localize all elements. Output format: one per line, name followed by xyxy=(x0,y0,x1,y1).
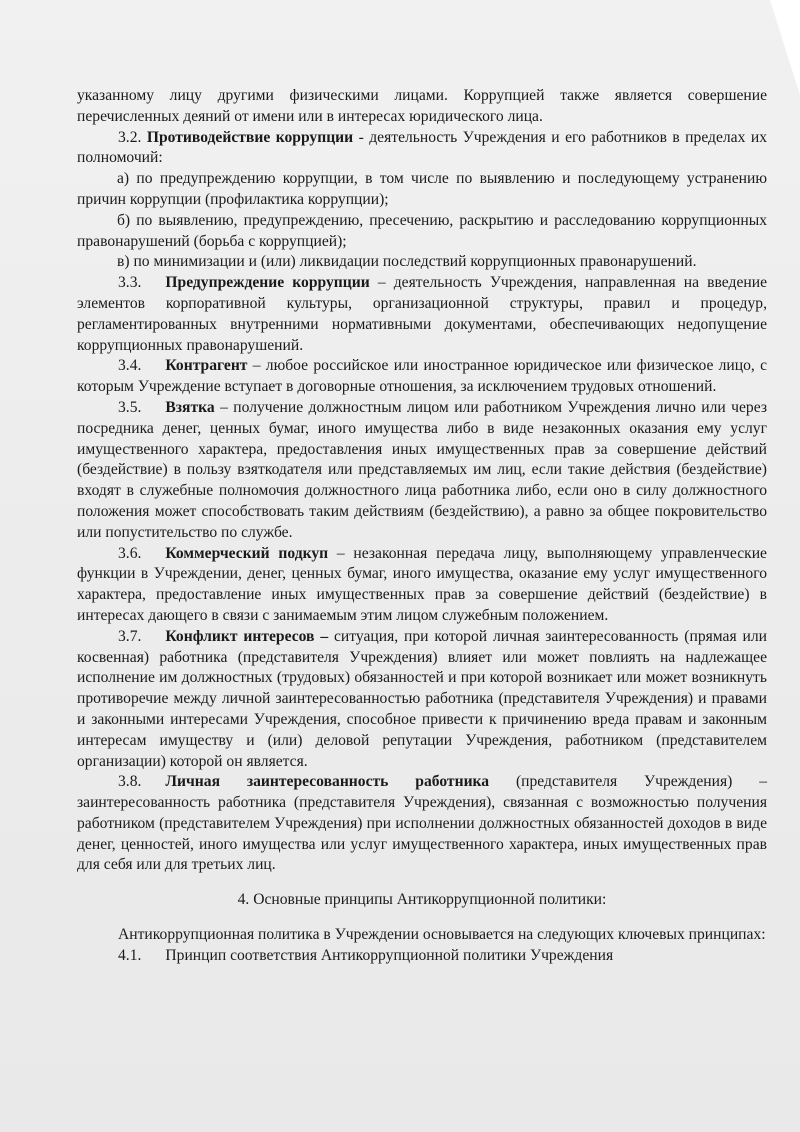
clause-3-7 xyxy=(77,627,767,773)
paragraph-intro: указанному лицу другими физическими лицами. Коррупцией также является совершение перечисленных деяний от имени или в интересах юридического лица. xyxy=(77,87,767,125)
clause-text: Принцип соответствия Антикоррупционной политики Учреждения xyxy=(165,946,614,964)
list-item-c: в) по минимизации и (или) ликвидации последствий коррупционных правонарушений. xyxy=(117,253,697,271)
clause-number: 3.7. xyxy=(118,627,142,645)
list-item-a: а) по предупреждению коррупции, в том числе по выявлению и последующему устранению причин коррупции (профилактика коррупции); xyxy=(77,170,767,208)
clause-text: ситуация, при которой личная заинтересованность (прямая или косвенная) работника (представителя Учреждения) влияет или может повлиять на надлежащее исполнение им должностных (трудовых) обязанностей и при которой возникает или может возникнуть противоречие между личной заинтересованностью работника (представителя Учреждения) и правами и законными интересами Учреждения, способное привести к причинению вреда правам и законным интересам имуществу и (или) деловой репутации Учреждения, работником (представителем организации) которой он является. xyxy=(77,627,767,770)
clause-number: 3.2. xyxy=(118,128,142,146)
clause-term: Конфликт интересов – xyxy=(165,627,329,645)
clause-text: - деятельность Учреждения и его работников в пределах их полномочий: xyxy=(77,128,767,167)
clause-text: – получение должностным лицом или работником Учреждения лично или через посредника денег, ценных бумаг, иного имущества либо в виде незаконных оказания ему услуг имущественного характера, предоставления иных имущественных прав за совершение действий (бездействие) в пользу взяткодателя или представляемых им лиц, если такие действия (бездействие) входят в служебные полномочия должностного лица работника либо, если оно в силу должностного положения может способствовать таким действиям (бездействию), а равно за общее покровительство или попустительство по службе. xyxy=(77,398,767,541)
clause-term: Взятка xyxy=(165,398,215,416)
clause-term: Коммерческий подкуп xyxy=(165,544,329,562)
clause-3-5 xyxy=(77,398,767,544)
clause-term: Предупреждение коррупции xyxy=(165,274,370,292)
clause-3-6 xyxy=(77,544,767,627)
clause-text: (представителя Учреждения) – заинтересованность работника (представителя Учреждения), связанная с возможностью получения работником (представителем Учреждения) при исполнении должностных обязанностей доходов в виде денег, ценностей, иного имущества или услуг имущественного характера, иных имущественных прав для себя или для третьих лиц. xyxy=(77,773,768,874)
document-body xyxy=(77,86,767,967)
clause-number: 3.6. xyxy=(118,544,142,562)
clause-4-1 xyxy=(77,946,767,967)
clause-term: Личная заинтересованность работника xyxy=(165,773,490,791)
clause-3-3 xyxy=(77,273,767,356)
clause-text: – деятельность Учреждения, направленная на введение элементов корпоративной культуры, организационной структуры, правил и процедур, регламентированных внутренними нормативными документами, обеспечивающих недопущение коррупционных правонарушений. xyxy=(77,274,767,354)
clause-number: 4.1. xyxy=(118,946,142,964)
clause-number: 3.8. xyxy=(118,773,142,791)
paragraph-principles-intro: Антикоррупционная политика в Учреждении основывается на следующих ключевых принципах: xyxy=(118,926,766,944)
clause-3-8 xyxy=(77,772,767,876)
section-heading-4: 4. Основные принципы Антикоррупционной политики: xyxy=(237,891,607,909)
folded-corner xyxy=(770,0,800,95)
clause-3-2 xyxy=(77,128,767,170)
clause-term: Контрагент xyxy=(165,357,248,375)
clause-3-4 xyxy=(77,356,767,398)
list-item-b: б) по выявлению, предупреждению, пресечению, раскрытию и расследованию коррупционных правонарушений (борьба с коррупцией); xyxy=(77,211,767,250)
clause-text: – незаконная передача лицу, выполняющему управленческие функции в Учреждении, денег, ценных бумаг, иного имущества, оказание ему услуг имущественного характера, предоставление иных имущественных прав за совершение действий (бездействие) в интересах дающего в связи с занимаемым этим лицом служебным положением. xyxy=(77,544,767,624)
clause-number: 3.5. xyxy=(118,398,142,416)
clause-number: 3.3. xyxy=(118,274,142,292)
clause-text: – любое российское или иностранное юридическое или физическое лицо, с которым Учреждение вступает в договорные отношения, за исключением трудовых отношений. xyxy=(77,357,767,396)
clause-term: Противодействие коррупции xyxy=(146,128,354,146)
clause-number: 3.4. xyxy=(118,357,142,375)
